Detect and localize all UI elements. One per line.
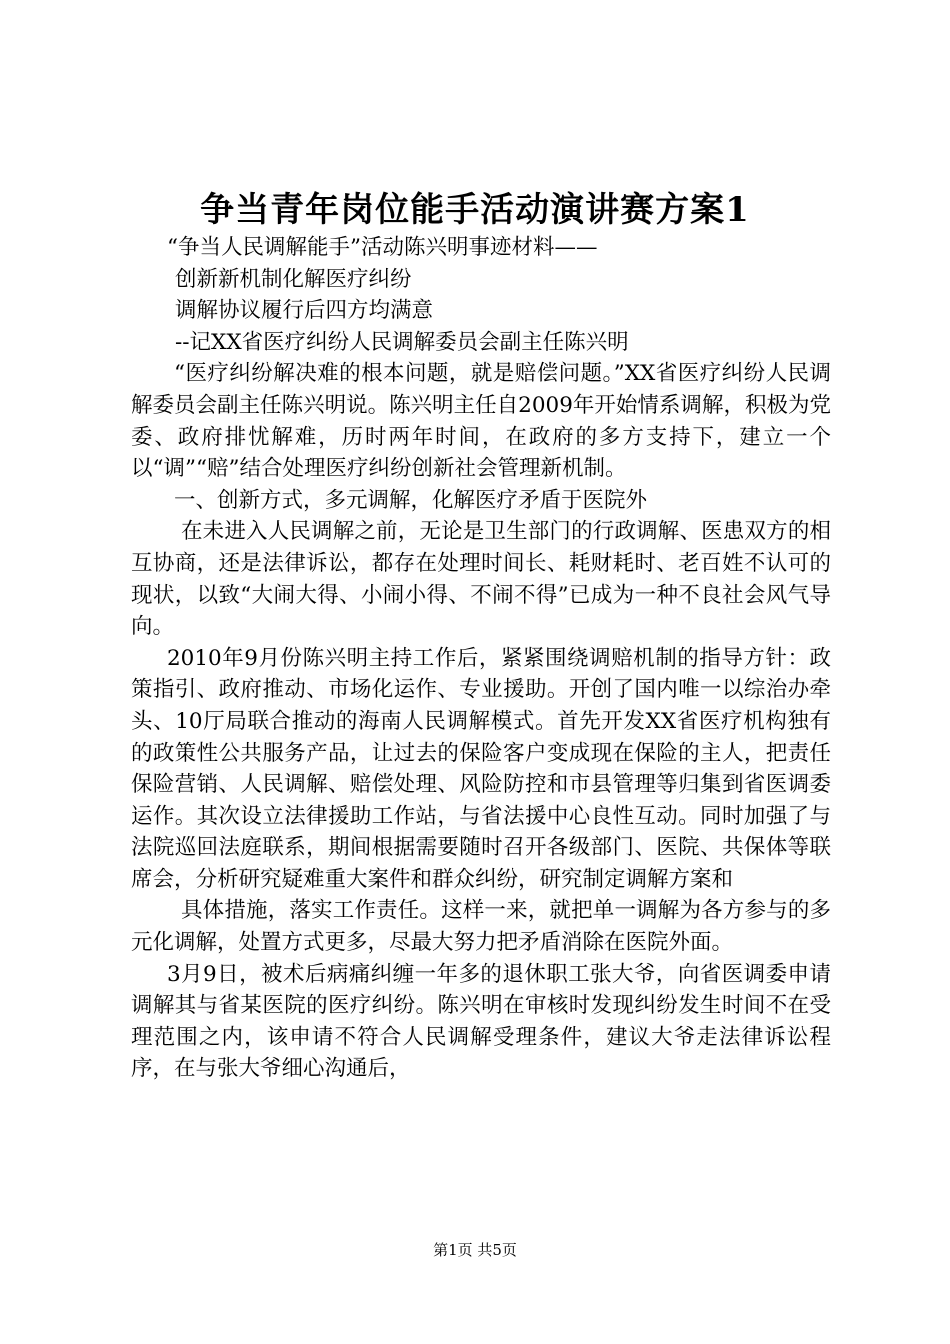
- paragraph-subtitle-2: 创新新机制化解医疗纠纷: [175, 266, 412, 292]
- paragraph-body-1: 在未进入人民调解之前，无论是卫生部门的行政调解、医患双方的相互协商，还是法律诉讼，都存在处理时间长、耗财耗时、老百姓不认可的现状，以致“大闹大得、小闹小得、不闹不得”已成为一种不良社会风气导向。: [131, 519, 831, 640]
- document-body: [131, 232, 831, 1085]
- section-heading-1: 一、创新方式，多元调解，化解医疗矛盾于医院外: [174, 487, 648, 513]
- paragraph-body-3: 具体措施，落实工作责任。这样一来，就把单一调解为各方参与的多元化调解，处置方式更多，尽最大努力把矛盾消除在医院外面。: [131, 898, 831, 956]
- paragraph-intro: “医疗纠纷解决难的根本问题，就是赔偿问题。”XX省医疗纠纷人民调解委员会副主任陈兴明说。陈兴明主任自2009年开始情系调解，积极为党委、政府排忧解难，历时两年时间，在政府的多方支持下，建立一个以“调”“赔”结合处理医疗纠纷创新社会管理新机制。: [131, 361, 831, 482]
- paragraph-subtitle-3: 调解协议履行后四方均满意: [175, 298, 434, 324]
- paragraph-subtitle-4: --记XX省医疗纠纷人民调解委员会副主任陈兴明: [175, 329, 629, 355]
- paragraph-subtitle-1: “争当人民调解能手”活动陈兴明事迹材料——: [167, 235, 598, 260]
- paragraph-body-4: 3月9日，被术后病痛纠缠一年多的退休职工张大爷，向省医调委申请调解其与省某医院的医疗纠纷。陈兴明在审核时发现纠纷发生时间不在受理范围之内，该申请不符合人民调解受理条件，建议大爷走法律诉讼程序，在与张大爷细心沟通后，: [131, 961, 831, 1082]
- paragraph-body-2: 2010年9月份陈兴明主持工作后，紧紧围绕调赔机制的指导方针：政策指引、政府推动、市场化运作、专业援助。开创了国内唯一以综治办牵头、10厅局联合推动的海南人民调解模式。首先开发XX省医疗机构独有的政策性公共服务产品，让过去的保险客户变成现在保险的主人，把责任保险营销、人民调解、赔偿处理、风险防控和市县管理等归集到省医调委运作。其次设立法律援助工作站，与省法援中心良性互动。同时加强了与法院巡回法庭联系，期间根据需要随时召开各级部门、医院、共保体等联席会，分析研究疑难重大案件和群众纠纷，研究制定调解方案和: [131, 645, 831, 892]
- page-footer: 第1页 共5页: [433, 1241, 517, 1259]
- document-title: 争当青年岗位能手活动演讲赛方案1: [200, 190, 750, 230]
